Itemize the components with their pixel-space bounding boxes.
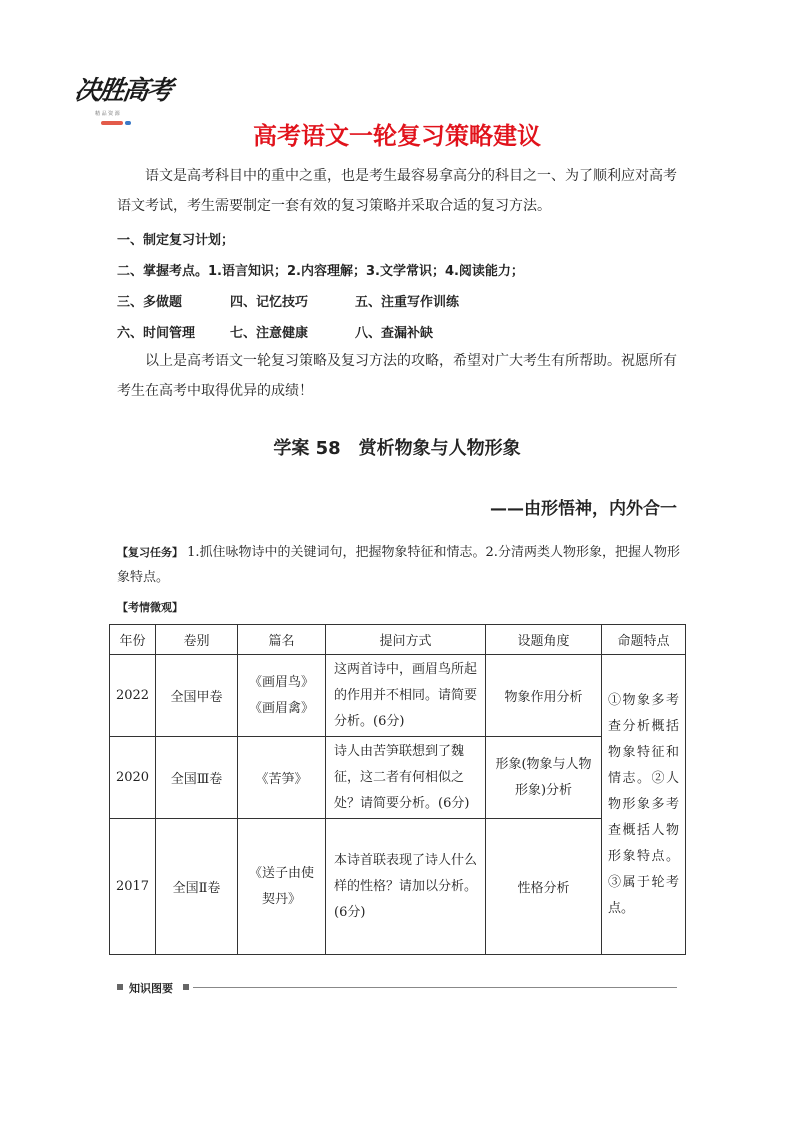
review-task [117,540,683,590]
kaoqing-label: 【考情微观】 [117,601,183,614]
review-task-text: 1.抓住咏物诗中的关键词句，把握物象特征和情志。2.分清两类人物形象，把握人物形象特点。 [117,545,680,585]
cell-angle: 性格分析 [486,819,602,955]
strategy-line-1: 一、制定复习计划； [117,233,235,248]
cell-title: 《送子由使契丹》 [238,819,326,955]
section-title: 学案 58 赏析物象与人物形象 [273,438,521,459]
cell-title: 《苦笋》 [238,737,326,819]
header-year: 年份 [110,625,156,655]
strategy-item: 三、多做题 [117,295,183,310]
table-row [110,819,686,955]
strategy-line-3 [117,291,459,310]
header-question: 提问方式 [326,625,486,655]
cell-question: 这两首诗中，画眉鸟所起的作用并不相同。请简要分析。(6分) [326,655,486,737]
knowledge-map-label: 知识图要 [129,982,173,995]
conclusion-paragraph: 以上是高考语文一轮复习策略及复习方法的攻略，希望对广大考生有所帮助。祝愿所有考生在高考中取得优异的成绩！ [117,353,677,399]
cell-paper: 全国甲卷 [156,655,238,737]
strategy-line-2: 二、掌握考点。1.语言知识；2.内容理解；3.文学常识；4.阅读能力； [117,264,524,279]
square-bullet-icon [117,984,123,990]
cell-year: 2022 [110,655,156,737]
cell-feature: ①物象多考查分析概括物象特征和情志。②人物形象多考查概括人物形象特点。③属于轮考点。 [602,655,686,955]
logo-subtext: 精 品 资 源 [95,111,120,117]
strategy-item: 七、注意健康 [230,326,309,341]
page-title: 高考语文一轮复习策略建议 [253,122,541,150]
square-bullet-icon [183,984,189,990]
table-header-row [110,625,686,655]
strategy-item: 六、时间管理 [117,326,196,341]
table-row [110,655,686,737]
header-title: 篇名 [238,625,326,655]
logo-text: 决胜高考 [72,76,173,106]
cell-paper: 全国Ⅱ卷 [156,819,238,955]
cell-year: 2020 [110,737,156,819]
header-paper: 卷别 [156,625,238,655]
intro-paragraph: 语文是高考科目中的重中之重，也是考生最容易拿高分的科目之一、为了顺利应对高考语文考试，考生需要制定一套有效的复习策略并采取合适的复习方法。 [117,168,677,214]
cell-angle: 物象作用分析 [486,655,602,737]
section-subtitle: ——由形悟神，内外合一 [490,499,677,519]
header-feature: 命题特点 [602,625,686,655]
cell-title: 《画眉鸟》《画眉禽》 [238,655,326,737]
review-task-tag: 【复习任务】 [117,546,183,559]
strategy-line-4 [117,322,433,341]
table-row [110,737,686,819]
cell-angle: 形象(物象与人物形象)分析 [486,737,602,819]
strategy-item: 五、注重写作训练 [355,295,460,310]
cell-question: 本诗首联表现了诗人什么样的性格？请加以分析。(6分) [326,819,486,955]
cell-question: 诗人由苦笋联想到了魏征，这二者有何相似之处？请简要分析。(6分) [326,737,486,819]
strategy-item: 八、查漏补缺 [355,326,434,341]
strategy-item: 四、记忆技巧 [230,295,309,310]
exam-analysis-table [109,624,686,955]
cell-paper: 全国Ⅲ卷 [156,737,238,819]
divider-line [193,987,677,988]
cell-year: 2017 [110,819,156,955]
knowledge-map-divider [117,980,677,994]
header-angle: 设题角度 [486,625,602,655]
